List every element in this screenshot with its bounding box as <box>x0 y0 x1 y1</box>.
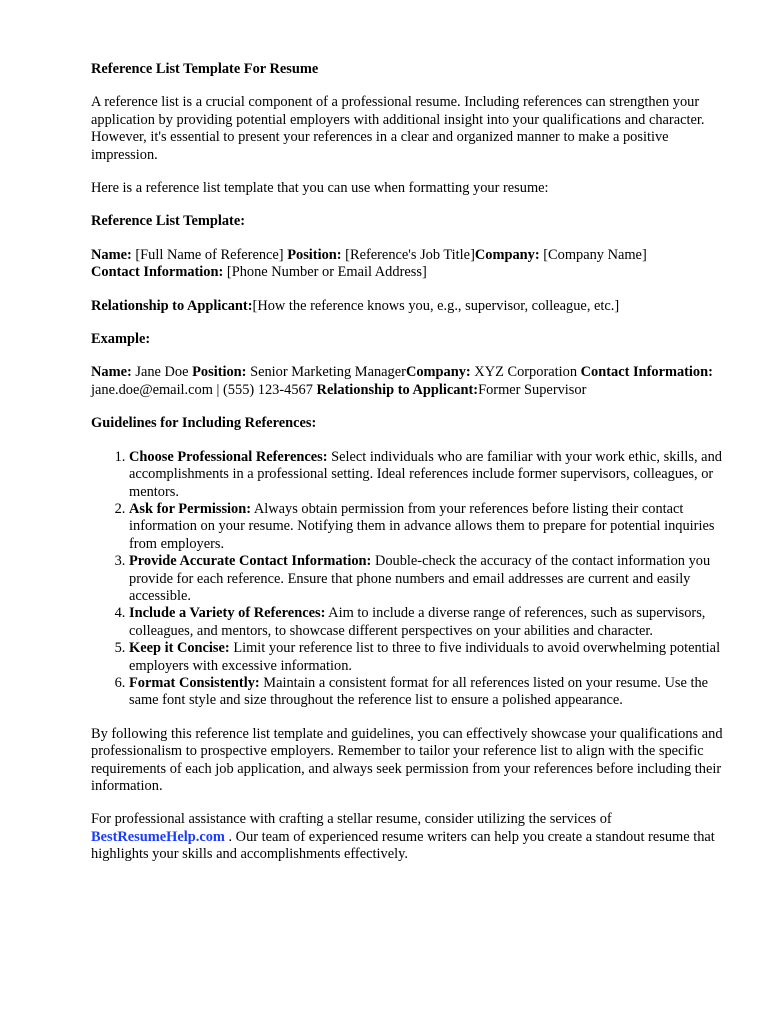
template-position-value: [Reference's Job Title] <box>341 246 475 263</box>
example-contact-value: jane.doe@email.com | (555) 123-4567 <box>91 381 317 398</box>
guideline-text: Limit your reference list to three to five individuals to avoid overwhelming potential employers with excessive information. <box>129 640 721 674</box>
example-company-label: Company: <box>405 364 471 381</box>
guidelines-heading: Guidelines for Including References: <box>91 415 317 432</box>
template-company-label: Company: <box>474 246 540 263</box>
template-contact-value: [Phone Number or Email Address] <box>223 264 427 281</box>
template-relationship-label: Relationship to Applicant: <box>91 297 253 314</box>
guideline-item <box>129 640 728 675</box>
example-position-label: Position: <box>192 364 247 381</box>
guideline-item <box>129 605 728 640</box>
example-relationship-label: Relationship to Applicant: <box>316 381 479 398</box>
guideline-item <box>129 449 728 501</box>
bestresumehelp-link[interactable]: BestResumeHelp.com <box>91 828 225 845</box>
guideline-label: Include a Variety of References: <box>129 605 326 622</box>
guideline-label: Choose Professional References: <box>129 448 328 465</box>
example-company-value: XYZ Corporation <box>470 364 581 381</box>
guideline-label: Provide Accurate Contact Information: <box>129 553 372 570</box>
guideline-text: Double-check the accuracy of the contact information you provide for each reference. Ensure that phone numbers and email addresses are current and easily accessible. <box>129 553 711 604</box>
guideline-item <box>129 501 728 553</box>
template-company-value: [Company Name] <box>539 246 647 263</box>
template-contact-label: Contact Information: <box>91 264 224 281</box>
template-relationship-value: [How the reference knows you, e.g., supervisor, colleague, etc.] <box>252 297 620 314</box>
example-reference <box>91 364 728 399</box>
intro-paragraph: A reference list is a crucial component of a professional resume. Including references can strengthen your application by providing potential employers with additional insight into your qualifications and character. However, it's essential to present your references in a clear and organized manner to make a positive impression. <box>91 94 705 163</box>
example-name-value: Jane Doe <box>131 364 193 381</box>
guideline-text: Aim to include a diverse range of references, such as supervisors, colleagues, and mentors, to showcase different perspectives on your abilities and character. <box>129 605 706 639</box>
document-title: Reference List Template For Resume <box>91 61 319 77</box>
lead-in-paragraph: Here is a reference list template that you can use when formatting your resume: <box>91 180 549 197</box>
guideline-text: Always obtain permission from your references before listing their contact information on your resume. Notifying them in advance allows them to prepare for potential inquiries from employers. <box>129 500 715 552</box>
guidelines-list <box>91 449 728 710</box>
cta-paragraph <box>91 811 728 863</box>
guideline-label: Keep it Concise: <box>129 640 230 657</box>
template-relationship-line <box>91 298 728 315</box>
guideline-label: Ask for Permission: <box>129 500 252 517</box>
guideline-item <box>129 553 728 605</box>
template-position-label: Position: <box>287 246 342 263</box>
template-name-label: Name: <box>91 246 132 263</box>
cta-prefix: For professional assistance with crafting a stellar resume, consider utilizing the services of <box>91 811 612 828</box>
guideline-text: Select individuals who are familiar with your work ethic, skills, and accomplishments in a professional setting. Ideal references include former supervisors, colleagues, or mentors. <box>129 448 722 500</box>
guideline-item <box>129 675 728 710</box>
guideline-label: Format Consistently: <box>129 674 260 691</box>
template-heading: Reference List Template: <box>91 213 245 230</box>
template-name-position-company <box>91 247 728 282</box>
guideline-text: Maintain a consistent format for all references listed on your resume. Use the same font style and size throughout the reference list to ensure a polished appearance. <box>129 674 709 709</box>
example-heading: Example: <box>91 331 151 348</box>
example-contact-label: Contact Information: <box>580 364 713 381</box>
example-name-label: Name: <box>91 364 132 381</box>
template-name-value: [Full Name of Reference] <box>131 246 288 263</box>
cta-suffix: . Our team of experienced resume writers can help you create a standout resume that highlights your skills and accomplishments effectively. <box>91 828 715 863</box>
example-relationship-value: Former Supervisor <box>478 381 587 398</box>
closing-paragraph: By following this reference list template and guidelines, you can effectively showcase your qualifications and professionalism to prospective employers. Remember to tailor your reference list to align with the specific requirements of each job application, and always seek permission from your references before including their information. <box>91 725 723 794</box>
example-position-value: Senior Marketing Manager <box>246 364 406 381</box>
